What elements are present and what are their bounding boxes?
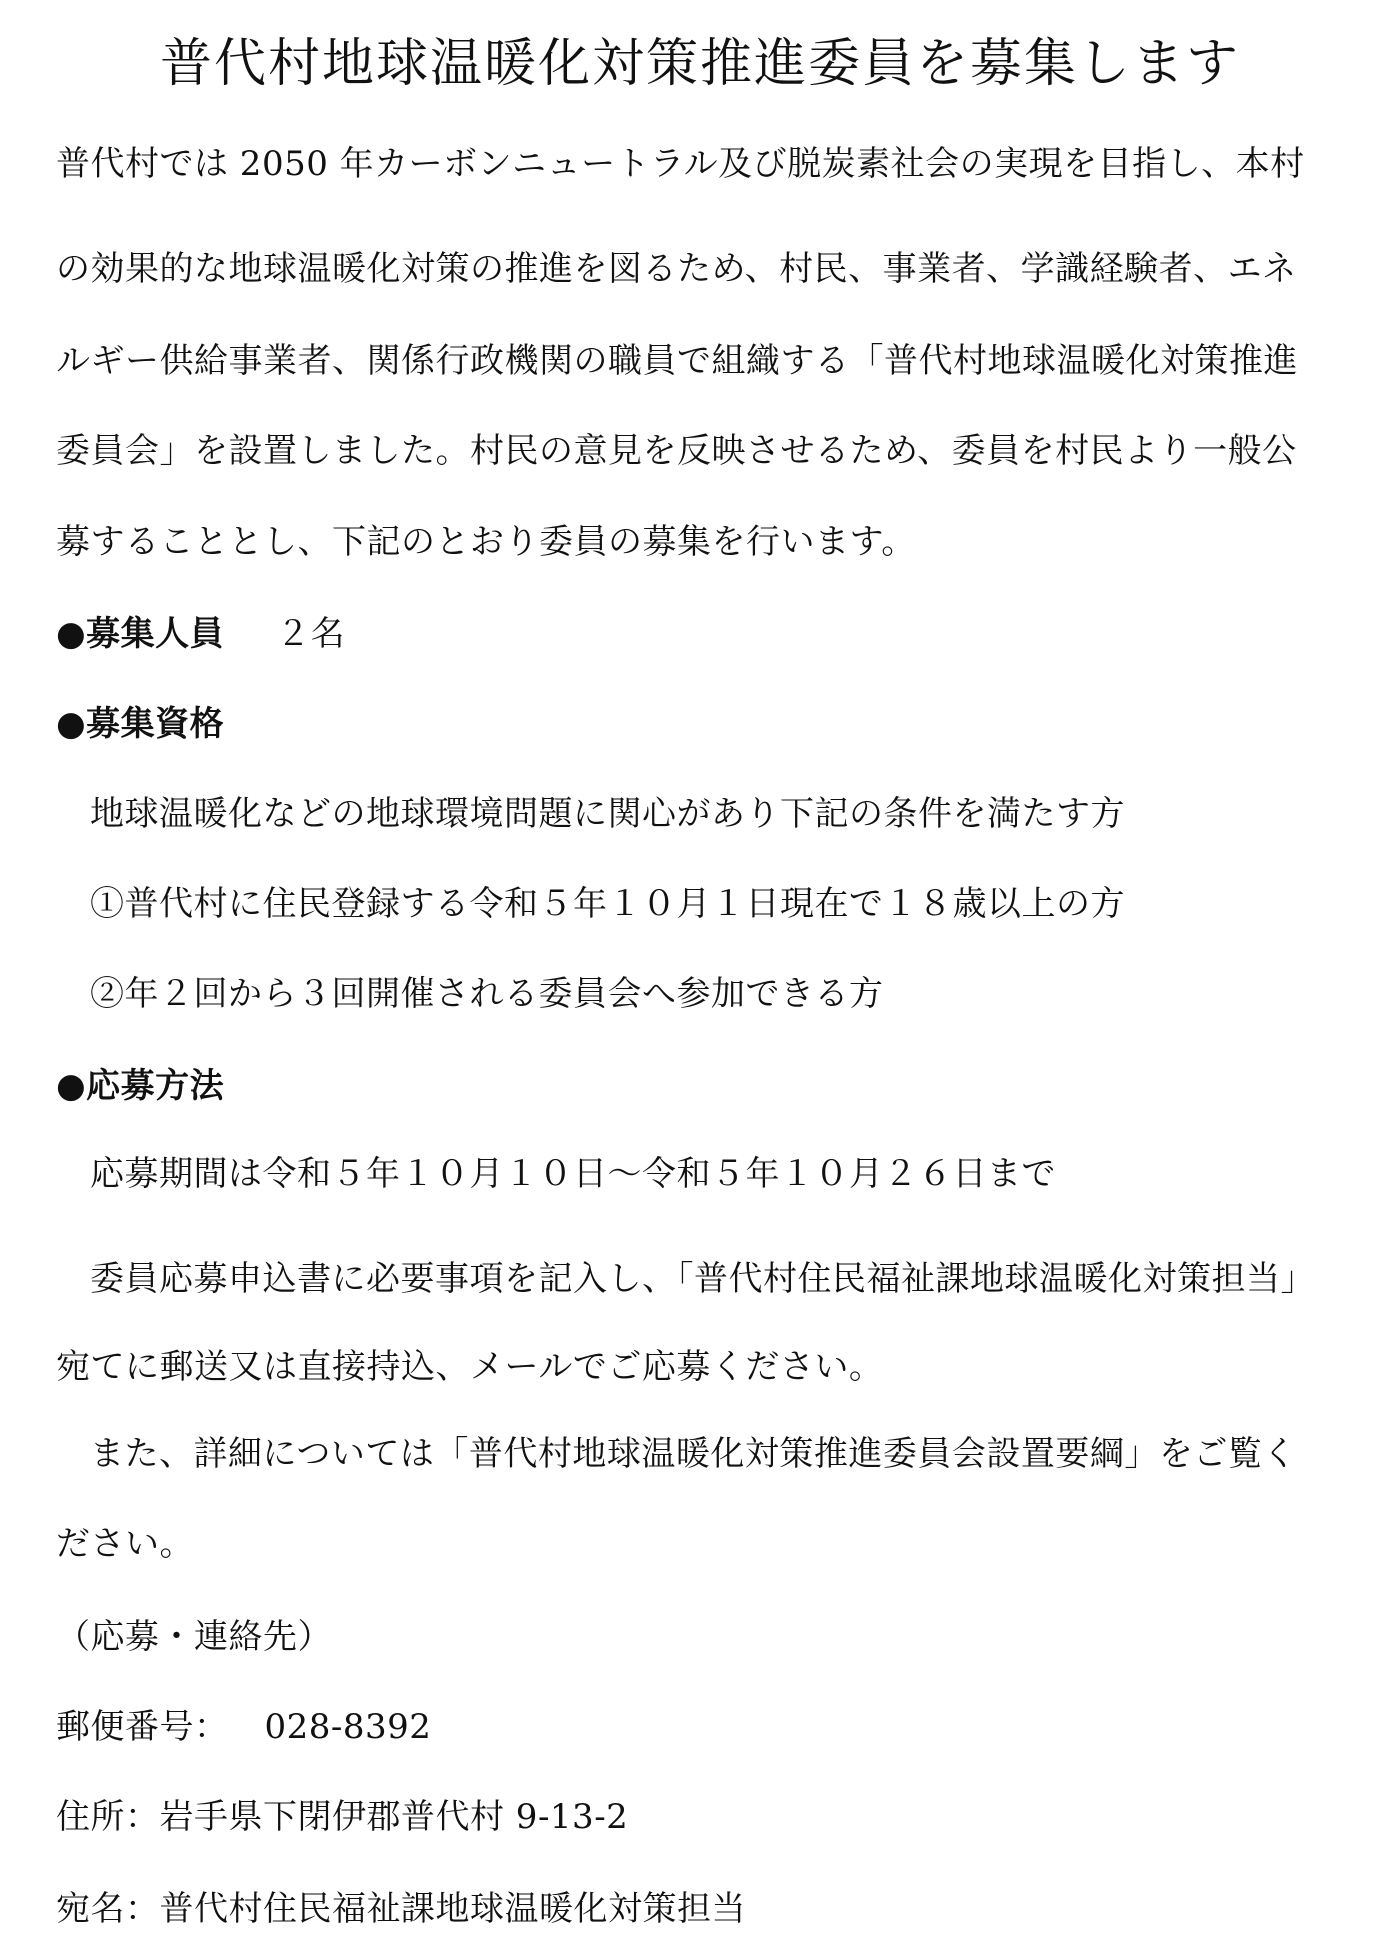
contact-address: 住所：岩手県下閉伊郡普代村 9-13-2 [56, 1797, 629, 1837]
page-title: 普代村地球温暖化対策推進委員を募集します [159, 34, 1240, 94]
qualification-line-3: ②年２回から３回開催される委員会へ参加できる方 [90, 974, 884, 1014]
application-heading: ●応募方法 [56, 1066, 225, 1106]
postal-code: 028-8392 [264, 1707, 432, 1747]
intro-line-5: 募することとし、下記のとおり委員の募集を行います。 [56, 522, 916, 562]
contact-heading: （応募・連絡先） [56, 1617, 332, 1657]
contact-addressee: 宛名：普代村住民福祉課地球温暖化対策担当 [56, 1889, 746, 1929]
recruitment-count-value: ２名 [276, 614, 346, 654]
recruitment-count-heading: ●募集人員 [56, 614, 225, 654]
contact-postal [56, 1703, 431, 1751]
intro-line-3: ルギー供給事業者、関係行政機関の職員で組織する「普代村地球温暖化対策推進 [56, 341, 1298, 381]
intro-line-2: の効果的な地球温暖化対策の推進を図るため、村民、事業者、学識経験者、エネ [56, 249, 1297, 289]
qualification-line-1: 地球温暖化などの地球環境問題に関心があり下記の条件を満たす方 [90, 794, 1125, 834]
application-detail-line-2: ださい。 [56, 1524, 194, 1564]
postal-label: 郵便番号： [56, 1707, 229, 1747]
recruitment-count [56, 610, 345, 658]
intro-line-4: 委員会」を設置しました。村民の意見を反映させるため、委員を村民より一般公 [56, 431, 1297, 471]
application-detail-line-1: また、詳細については「普代村地球温暖化対策推進委員会設置要綱」をご覧く [90, 1434, 1297, 1474]
application-method-line-1: 委員応募申込書に必要事項を記入し、「普代村住民福祉課地球温暖化対策担当」 [90, 1259, 1315, 1299]
qualification-line-2: ①普代村に住民登録する令和５年１０月１日現在で１８歳以上の方 [90, 884, 1125, 924]
intro-line-1: 普代村では 2050 年カーボンニュートラル及び脱炭素社会の実現を目指し、本村 [56, 144, 1305, 184]
application-period: 応募期間は令和５年１０月１０日～令和５年１０月２６日まで [90, 1154, 1056, 1194]
qualification-heading: ●募集資格 [56, 704, 225, 744]
application-method-line-2: 宛てに郵送又は直接持込、メールでご応募ください。 [56, 1347, 884, 1387]
